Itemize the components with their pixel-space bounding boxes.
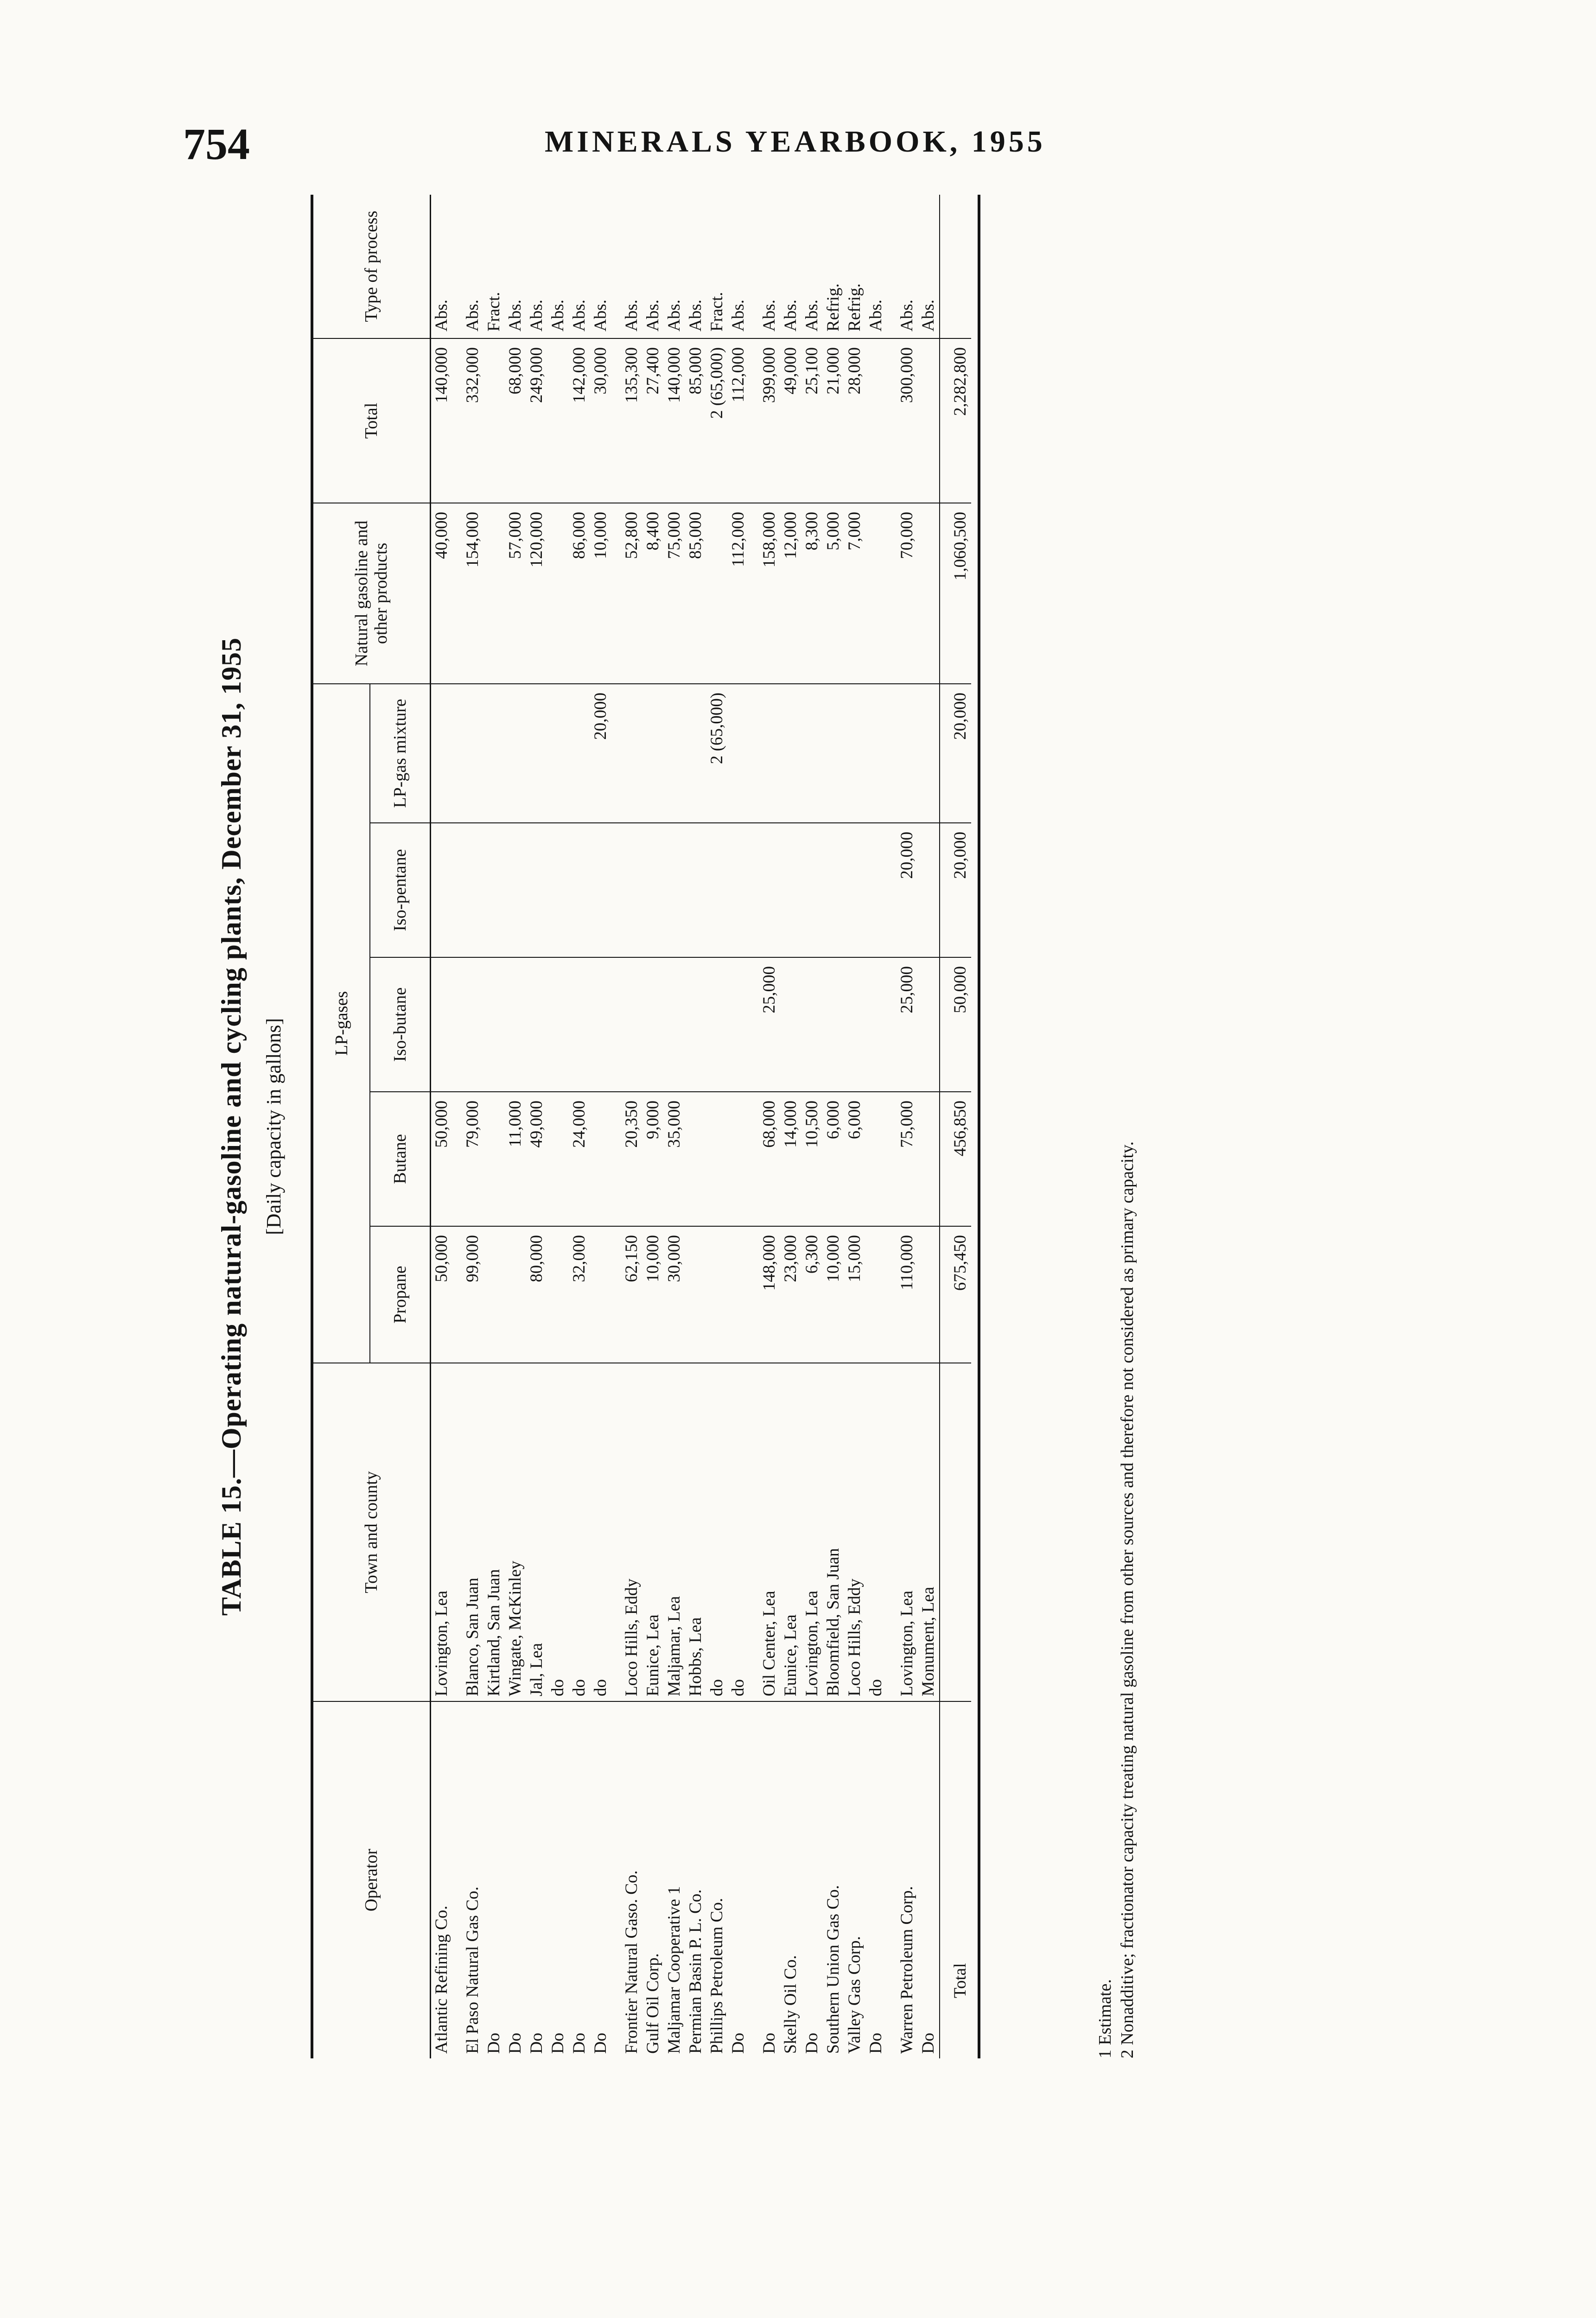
total-butane: 456,850 [940, 1092, 971, 1226]
total-label: Total [940, 1701, 971, 2058]
cell-butane [547, 1092, 569, 1226]
cell-operator: Phillips Petroleum Co. [707, 1898, 726, 2054]
cell-lp-mixture: 2 (65,000) [706, 684, 728, 823]
cell-process: Abs. [590, 195, 611, 338]
cell-butane: 75,000 [887, 1092, 918, 1226]
total-row [940, 195, 971, 2058]
cell-lp-mixture [844, 684, 865, 823]
header-total: Total [312, 338, 430, 503]
cell-town: Lovington, Lea [430, 1363, 452, 1701]
header-lp-gases: LP-gases [312, 684, 370, 1363]
cell-isobutane [865, 957, 887, 1092]
table-row [642, 195, 664, 2058]
cell-town: do [728, 1363, 749, 1701]
table-row [823, 195, 844, 2058]
cell-butane [483, 1092, 505, 1226]
cell-lp-mixture [611, 684, 642, 823]
cell-total: 332,000 [452, 338, 483, 503]
cell-propane: 148,000 [749, 1226, 780, 1363]
cell-process: Fract. [483, 195, 505, 338]
cell-isobutane [685, 957, 706, 1092]
cell-total: 21,000 [823, 338, 844, 503]
cell-natural-gasoline [865, 503, 887, 684]
cell-operator: Do [759, 2032, 779, 2054]
cell-isopentane [664, 823, 685, 957]
header-isobutane: Iso-butane [370, 957, 430, 1092]
cell-isobutane [728, 957, 749, 1092]
cell-total: 399,000 [749, 338, 780, 503]
cell-propane: 10,000 [642, 1226, 664, 1363]
cell-propane: 32,000 [569, 1226, 590, 1363]
total-lp-mixture: 20,000 [940, 684, 971, 823]
cell-process: Abs. [505, 195, 526, 338]
cell-operator: Atlantic Refining Co. [432, 1905, 451, 2054]
cell-isobutane [664, 957, 685, 1092]
cell-isopentane [844, 823, 865, 957]
cell-process: Abs. [918, 195, 940, 338]
cell-propane: 99,000 [452, 1226, 483, 1363]
cell-process: Abs. [801, 195, 823, 338]
cell-natural-gasoline [483, 503, 505, 684]
cell-lp-mixture [526, 684, 547, 823]
cell-town: Lovington, Lea [801, 1363, 823, 1701]
cell-process: Abs. [685, 195, 706, 338]
cell-isobutane [918, 957, 940, 1092]
cell-isobutane [505, 957, 526, 1092]
cell-town: Kirtland, San Juan [483, 1363, 505, 1701]
cell-isopentane [801, 823, 823, 957]
table-row [844, 195, 865, 2058]
cell-isobutane [780, 957, 801, 1092]
cell-propane [547, 1226, 569, 1363]
cell-process: Fract. [706, 195, 728, 338]
cell-operator: Southern Union Gas Co. [823, 1885, 843, 2054]
cell-natural-gasoline: 158,000 [749, 503, 780, 684]
cell-town: do [865, 1363, 887, 1701]
rotated-table-page [192, 195, 1168, 2058]
cell-butane [918, 1092, 940, 1226]
cell-butane: 6,000 [844, 1092, 865, 1226]
cell-butane: 68,000 [749, 1092, 780, 1226]
cell-town: Jal, Lea [526, 1363, 547, 1701]
cell-natural-gasoline: 154,000 [452, 503, 483, 684]
cell-total: 140,000 [664, 338, 685, 503]
cell-town: Lovington, Lea [887, 1363, 918, 1701]
cell-propane [728, 1226, 749, 1363]
cell-operator: Do [484, 2032, 503, 2054]
cell-propane [590, 1226, 611, 1363]
cell-isopentane [865, 823, 887, 957]
table-row [918, 195, 940, 2058]
cell-natural-gasoline: 85,000 [685, 503, 706, 684]
cell-isopentane [642, 823, 664, 957]
cell-lp-mixture [685, 684, 706, 823]
cell-natural-gasoline: 10,000 [590, 503, 611, 684]
cell-town: do [590, 1363, 611, 1701]
cell-propane [483, 1226, 505, 1363]
total-total: 2,282,800 [940, 338, 971, 503]
cell-town: Oil Center, Lea [749, 1363, 780, 1701]
cell-butane: 50,000 [430, 1092, 452, 1226]
cell-operator: Maljamar Cooperative 1 [664, 1886, 684, 2054]
cell-isobutane [547, 957, 569, 1092]
cell-lp-mixture [483, 684, 505, 823]
cell-propane: 6,300 [801, 1226, 823, 1363]
cell-butane: 9,000 [642, 1092, 664, 1226]
cell-total: 30,000 [590, 338, 611, 503]
cell-total [918, 338, 940, 503]
table-caption: TABLE 15.—Operating natural-gasoline and cycling plants, December 31, 1955 [216, 637, 247, 1616]
cell-total: 85,000 [685, 338, 706, 503]
table-row [664, 195, 685, 2058]
cell-process: Abs. [664, 195, 685, 338]
cell-total: 112,000 [728, 338, 749, 503]
table-row [685, 195, 706, 2058]
cell-total: 25,100 [801, 338, 823, 503]
cell-operator: Frontier Natural Gaso. Co. [622, 1870, 641, 2054]
cell-process: Refrig. [823, 195, 844, 338]
header-isopentane: Iso-pentane [370, 823, 430, 957]
cell-lp-mixture [430, 684, 452, 823]
cell-butane: 14,000 [780, 1092, 801, 1226]
table-row [611, 195, 642, 2058]
cell-lp-mixture [749, 684, 780, 823]
cell-butane: 11,000 [505, 1092, 526, 1226]
cell-natural-gasoline: 120,000 [526, 503, 547, 684]
cell-isobutane [430, 957, 452, 1092]
total-empty [940, 195, 971, 338]
cell-operator: Do [548, 2032, 567, 2054]
header-natural-gasoline: Natural gasoline and other products [312, 503, 430, 684]
cell-propane: 80,000 [526, 1226, 547, 1363]
cell-town: Blanco, San Juan [452, 1363, 483, 1701]
cell-lp-mixture [505, 684, 526, 823]
cell-operator: Do [802, 2032, 821, 2054]
cell-natural-gasoline: 57,000 [505, 503, 526, 684]
cell-isobutane [526, 957, 547, 1092]
cell-natural-gasoline: 70,000 [887, 503, 918, 684]
cell-lp-mixture [664, 684, 685, 823]
total-isobutane: 50,000 [940, 957, 971, 1092]
cell-natural-gasoline [918, 503, 940, 684]
cell-lp-mixture [918, 684, 940, 823]
cell-isobutane: 25,000 [749, 957, 780, 1092]
running-head: MINERALS YEARBOOK, 1955 [545, 125, 1046, 159]
cell-isopentane [483, 823, 505, 957]
cell-process: Abs. [452, 195, 483, 338]
cell-lp-mixture [642, 684, 664, 823]
cell-operator: Do [505, 2032, 525, 2054]
cell-total: 68,000 [505, 338, 526, 503]
cell-isopentane [452, 823, 483, 957]
table-row [749, 195, 780, 2058]
cell-butane [728, 1092, 749, 1226]
cell-isopentane [823, 823, 844, 957]
page-number: 754 [183, 119, 250, 169]
header-process: Type of process [312, 195, 430, 338]
cell-natural-gasoline: 52,800 [611, 503, 642, 684]
cell-natural-gasoline: 112,000 [728, 503, 749, 684]
cell-isopentane [430, 823, 452, 957]
cell-isobutane [569, 957, 590, 1092]
cell-total: 249,000 [526, 338, 547, 503]
cell-process: Abs. [642, 195, 664, 338]
cell-town: do [569, 1363, 590, 1701]
cell-operator: Do [866, 2032, 885, 2054]
cell-butane: 49,000 [526, 1092, 547, 1226]
cell-propane: 50,000 [430, 1226, 452, 1363]
cell-total [547, 338, 569, 503]
cell-propane [505, 1226, 526, 1363]
cell-butane [590, 1092, 611, 1226]
cell-isopentane [547, 823, 569, 957]
cell-process: Refrig. [844, 195, 865, 338]
cell-natural-gasoline: 5,000 [823, 503, 844, 684]
cell-town: Wingate, McKinley [505, 1363, 526, 1701]
total-isopentane: 20,000 [940, 823, 971, 957]
total-natural-gasoline: 1,060,500 [940, 503, 971, 684]
cell-isobutane [611, 957, 642, 1092]
cell-natural-gasoline [547, 503, 569, 684]
cell-lp-mixture [780, 684, 801, 823]
cell-process: Abs. [430, 195, 452, 338]
cell-total: 142,000 [569, 338, 590, 503]
cell-lp-mixture [865, 684, 887, 823]
cell-town: Bloomfield, San Juan [823, 1363, 844, 1701]
table-row [452, 195, 483, 2058]
cell-isopentane [526, 823, 547, 957]
cell-butane: 10,500 [801, 1092, 823, 1226]
table-row [483, 195, 505, 2058]
header-butane: Butane [370, 1092, 430, 1226]
cell-process: Abs. [780, 195, 801, 338]
cell-isopentane [780, 823, 801, 957]
header-propane: Propane [370, 1226, 430, 1363]
cell-town: Loco Hills, Eddy [611, 1363, 642, 1701]
cell-isobutane [452, 957, 483, 1092]
cell-isobutane [483, 957, 505, 1092]
cell-natural-gasoline: 40,000 [430, 503, 452, 684]
cell-total: 49,000 [780, 338, 801, 503]
cell-propane [918, 1226, 940, 1363]
cell-process: Abs. [547, 195, 569, 338]
cell-lp-mixture [823, 684, 844, 823]
cell-propane: 62,150 [611, 1226, 642, 1363]
cell-lp-mixture [569, 684, 590, 823]
cell-isobutane [590, 957, 611, 1092]
cell-isobutane [844, 957, 865, 1092]
cell-operator: Do [527, 2032, 546, 2054]
cell-town: do [547, 1363, 569, 1701]
cell-process: Abs. [728, 195, 749, 338]
cell-isopentane: 20,000 [887, 823, 918, 957]
cell-operator: El Paso Natural Gas Co. [463, 1886, 482, 2054]
cell-operator: Permian Basin P. L. Co. [686, 1889, 705, 2054]
table-row [780, 195, 801, 2058]
cell-town: Eunice, Lea [642, 1363, 664, 1701]
cell-butane: 24,000 [569, 1092, 590, 1226]
cell-operator: Gulf Oil Corp. [643, 1953, 662, 2054]
cell-propane: 110,000 [887, 1226, 918, 1363]
cell-lp-mixture [728, 684, 749, 823]
cell-operator: Do [569, 2032, 589, 2054]
cell-isobutane [801, 957, 823, 1092]
cell-lp-mixture: 20,000 [590, 684, 611, 823]
cell-process: Abs. [865, 195, 887, 338]
cell-total: 300,000 [887, 338, 918, 503]
cell-process: Abs. [749, 195, 780, 338]
cell-process: Abs. [569, 195, 590, 338]
cell-total: 2 (65,000) [706, 338, 728, 503]
cell-isobutane: 25,000 [887, 957, 918, 1092]
cell-butane [706, 1092, 728, 1226]
cell-town: Loco Hills, Eddy [844, 1363, 865, 1701]
table-row [801, 195, 823, 2058]
cell-propane [706, 1226, 728, 1363]
cell-isopentane [749, 823, 780, 957]
footnote-2: 2 Nonadditive; fractionator capacity treating natural gasoline from other sources and therefore not considered as primary capacity. [1118, 1141, 1137, 2058]
cell-lp-mixture [887, 684, 918, 823]
cell-natural-gasoline: 8,400 [642, 503, 664, 684]
cell-isopentane [728, 823, 749, 957]
cell-total: 140,000 [430, 338, 452, 503]
cell-propane: 30,000 [664, 1226, 685, 1363]
cell-lp-mixture [801, 684, 823, 823]
cell-propane: 15,000 [844, 1226, 865, 1363]
cell-butane: 79,000 [452, 1092, 483, 1226]
cell-operator: Skelly Oil Co. [781, 1955, 800, 2054]
cell-lp-mixture [452, 684, 483, 823]
table-row [590, 195, 611, 2058]
cell-isopentane [685, 823, 706, 957]
table-row [887, 195, 918, 2058]
cell-operator: Do [728, 2032, 748, 2054]
cell-natural-gasoline: 86,000 [569, 503, 590, 684]
table-row [547, 195, 569, 2058]
cell-process: Abs. [611, 195, 642, 338]
cell-total [483, 338, 505, 503]
cell-operator: Do [591, 2032, 610, 2054]
header-operator: Operator [312, 1701, 430, 2058]
cell-propane [685, 1226, 706, 1363]
cell-isopentane [611, 823, 642, 957]
cell-butane: 20,350 [611, 1092, 642, 1226]
table-row [505, 195, 526, 2058]
cell-town: Hobbs, Lea [685, 1363, 706, 1701]
cell-operator: Valley Gas Corp. [845, 1936, 864, 2054]
cell-propane: 23,000 [780, 1226, 801, 1363]
cell-isopentane [590, 823, 611, 957]
cell-town: Monument, Lea [918, 1363, 940, 1701]
cell-total: 28,000 [844, 338, 865, 503]
cell-total: 27,400 [642, 338, 664, 503]
table-row [526, 195, 547, 2058]
cell-isopentane [706, 823, 728, 957]
footnotes [1094, 195, 1138, 2058]
cell-butane [865, 1092, 887, 1226]
cell-natural-gasoline: 75,000 [664, 503, 685, 684]
table-row [728, 195, 749, 2058]
cell-natural-gasoline: 12,000 [780, 503, 801, 684]
cell-operator: Warren Petroleum Corp. [897, 1886, 916, 2054]
cell-operator: Do [918, 2032, 938, 2054]
header-town: Town and county [312, 1363, 430, 1701]
cell-isopentane [569, 823, 590, 957]
cell-total: 135,300 [611, 338, 642, 503]
cell-butane [685, 1092, 706, 1226]
cell-butane: 6,000 [823, 1092, 844, 1226]
table-row [430, 195, 452, 2058]
table-subcaption: [Daily capacity in gallons] [262, 1018, 285, 1235]
cell-natural-gasoline: 7,000 [844, 503, 865, 684]
cell-isopentane [505, 823, 526, 957]
cell-process: Abs. [526, 195, 547, 338]
total-propane: 675,450 [940, 1226, 971, 1363]
cell-natural-gasoline: 8,300 [801, 503, 823, 684]
cell-town: Maljamar, Lea [664, 1363, 685, 1701]
cell-propane [865, 1226, 887, 1363]
cell-butane: 35,000 [664, 1092, 685, 1226]
capacity-table [311, 195, 980, 2058]
table-row [865, 195, 887, 2058]
cell-isobutane [706, 957, 728, 1092]
table-row [569, 195, 590, 2058]
cell-natural-gasoline [706, 503, 728, 684]
total-empty [940, 1363, 971, 1701]
header-lp-mixture: LP-gas mixture [370, 684, 430, 823]
cell-isobutane [823, 957, 844, 1092]
cell-town: Eunice, Lea [780, 1363, 801, 1701]
cell-town: do [706, 1363, 728, 1701]
cell-total [865, 338, 887, 503]
table-row [706, 195, 728, 2058]
cell-lp-mixture [547, 684, 569, 823]
cell-process: Abs. [887, 195, 918, 338]
cell-isopentane [918, 823, 940, 957]
footnote-1: 1 Estimate. [1095, 1979, 1115, 2058]
cell-propane: 10,000 [823, 1226, 844, 1363]
cell-isobutane [642, 957, 664, 1092]
